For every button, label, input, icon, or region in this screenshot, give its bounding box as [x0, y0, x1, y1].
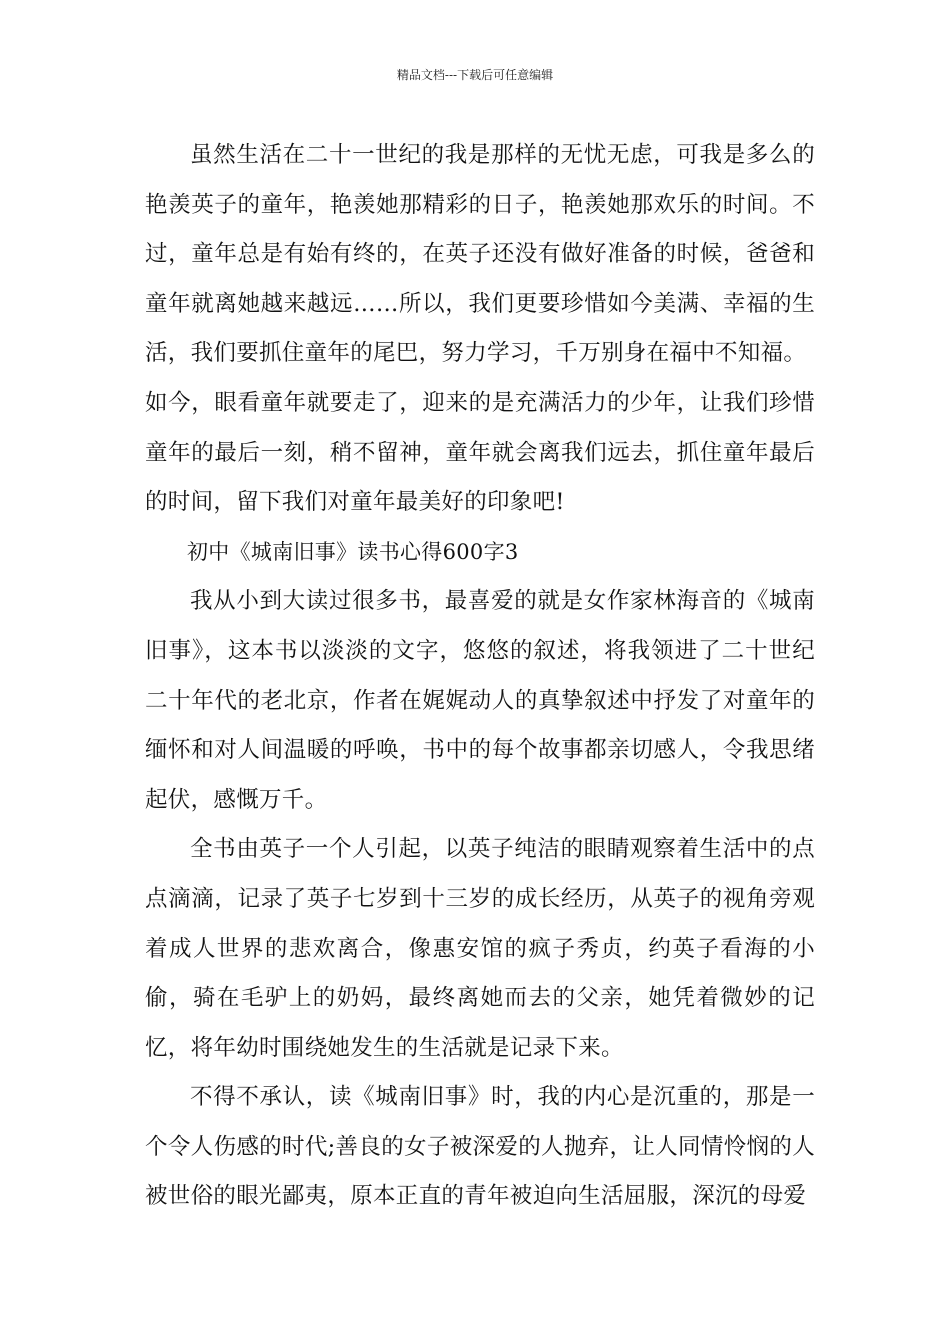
paragraph-childhood-ending: 如今，眼看童年就要走了，迎来的是充满活力的少年，让我们珍惜童年的最后一刻，稍不留神，童年就会离我们远去，抓住童年最后的时间，留下我们对童年最美好的印象吧! — [145, 389, 815, 516]
page-header: 精品文档---下载后可任意编辑 — [396, 68, 554, 82]
document-body — [145, 131, 815, 1222]
section-heading: 初中《城南旧事》读书心得600字3 — [187, 539, 519, 564]
paragraph-reflection: 不得不承认，读《城南旧事》时，我的内心是沉重的，那是一个令人伤感的时代;善良的女子被深爱的人抛弃，让人同情怜悯的人被世俗的眼光鄙夷，原本正直的青年被迫向生活屈服，深沉的母爱 — [145, 1084, 815, 1210]
paragraph-childhood-envy: 虽然生活在二十一世纪的我是那样的无忧无虑，可我是多么的艳羡英子的童年，艳羡她那精彩的日子，艳羡她那欢乐的时间。不过，童年总是有始有终的，在英子还没有做好准备的时候，爸爸和童年就离她越来越远……所以，我们更要珍惜如今美满、幸福的生活，我们要抓住童年的尾巴，努力学习，千万别身在福中不知福。 — [145, 142, 815, 367]
paragraph-book-intro: 我从小到大读过很多书，最喜爱的就是女作家林海音的《城南旧事》，这本书以淡淡的文字，悠悠的叙述，将我领进了二十世纪二十年代的老北京，作者在娓娓动人的真挚叙述中抒发了对童年的缅怀和对人间温暖的呼唤，书中的每个故事都亲切感人，令我思绪起伏，感慨万千。 — [145, 588, 815, 813]
paragraph-book-summary: 全书由英子一个人引起，以英子纯洁的眼睛观察着生活中的点点滴滴，记录了英子七岁到十三岁的成长经历，从英子的视角旁观着成人世界的悲欢离合，像惠安馆的疯子秀贞，约英子看海的小偷，骑在毛驴上的奶妈，最终离她而去的父亲，她凭着微妙的记忆，将年幼时围绕她发生的生活就是记录下来。 — [145, 836, 815, 1061]
